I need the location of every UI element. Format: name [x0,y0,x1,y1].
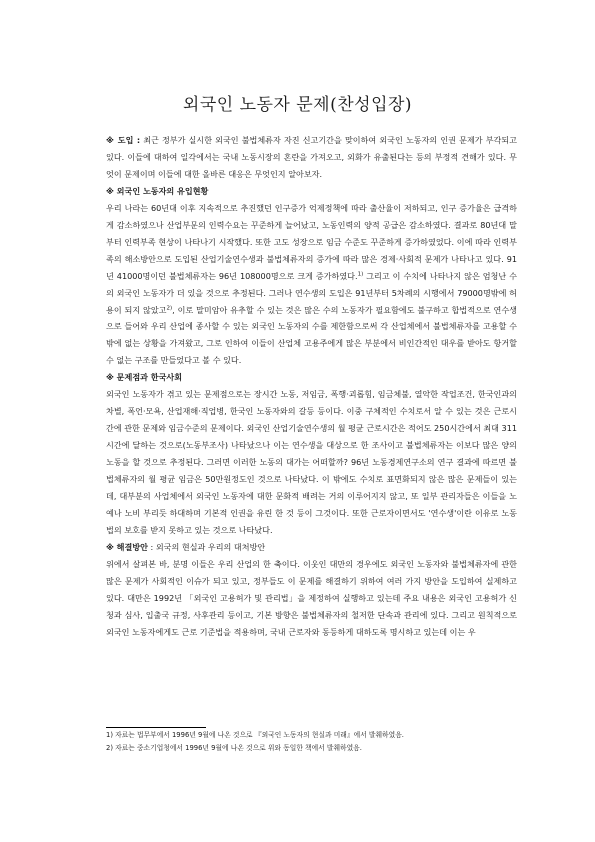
section-heading-problems: ※ 문제점과 한국사회 [106,372,183,383]
footnote-divider [106,727,206,728]
footnote-ref-1: 1) [357,270,364,277]
intro-lead: ※ 도입 : [106,135,141,145]
solutions-heading-subtitle: : 외국의 현실과 우리의 대처방안 [147,541,266,552]
footnote-1: 1) 자료는 법무부에서 1996년 9월에 나온 것으로 『외국인 노동자의 현실과 미래』에서 발췌하였음. [106,731,404,739]
intro-paragraph [106,132,517,183]
section-text-solutions: 위에서 살펴본 바, 분명 이들은 우리 산업의 한 축이다. 이웃인 대만의 경우에도 외국인 노동자와 불법체류자에 관한 많은 문제가 사회적인 이슈가 되고 있고, 정부들도 이 문제를 해결하기 위하여 여러 가지 방안을 도입하여 실제하고 있다. 대만은 1992년 「외국인 고용허가 및 관리법」을 제정하여 실행하고 있는데 주요 내용은 외국인 고용허가 신청과 심사, 입출국 규정, 사후관리 등이고, 기본 방향은 불법체류자의 철저한 단속과 관리에 있다. 그리고 원칙적으로 외국인 노동자에게도 근로 기준법을 적용하며, 국내 근로자와 동등하게 대하도록 명시하고 있는데 이는 우 [106,558,517,637]
inflow-text-part3: , 이로 말미암아 유추할 수 있는 것은 많은 수의 노동자가 필요함에도 불구하고 합법적으로 연수생으로 들어와 우리 산업에 종사할 수 있는 외국인 노동자의 수를 제한함으로써 각 산업체에서 불법체류자를 고용할 수밖에 없는 상황을 가져왔고, 그로 인하여 이들이 산업체 고용주에게 많은 부분에서 비인간적인 대우를 받아도 항거할 수 없는 구조를 만들었다고 볼 수 있다. [106,304,517,366]
section-text-inflow [106,200,517,370]
footnote-2: 2) 자료는 중소기업청에서 1996년 9월에 나온 것으로 위와 동일한 책에서 발췌하였음. [106,744,362,752]
document-body [106,132,517,641]
footnotes [106,729,526,755]
intro-text: 최근 정부가 실시한 외국인 불법체류자 자진 신고기간을 맞이하여 외국인 노동자의 인권 문제가 부각되고 있다. 이들에 대하여 일각에서는 국내 노동시장의 혼란을 가져오고, 외화가 유출된다는 등의 부정적 견해가 있다. 무엇이 문제이며 이들에 대한 올바른 대응은 무엇인지 알아보자. [106,135,517,179]
inflow-text-part2: 그리고 이 수치에 나타나지 않은 엄청난 수의 외국인 노동자가 더 있을 것으로 추정된다. 그러나 연수생의 도입은 91년부터 5차례의 시행에서 79000명밖에 허용이 되지 않았고 [106,270,517,315]
section-text-problems: 외국인 노동자가 겪고 있는 문제점으로는 장시간 노동, 저임금, 폭행·괴롭힘, 임금체불, 열악한 작업조건, 한국인과의 차별, 폭언·모욕, 산업재해·직업병, 한국인 노동자와의 갈등 등이다. 이중 구체적인 수치로서 알 수 있는 것은 근로시간에 관한 문제와 임금수준의 문제이다. 외국인 산업기술연수생의 월 평균 근로시간은 적어도 250시간에서 최대 311시간에 달하는 것으로(노동부조사) 나타났으나 이는 연수생을 대상으로 한 조사이고 불법체류자는 이보다 많은 양의 노동을 할 것으로 추정된다. 그러면 이러한 노동의 대가는 어떠할까? 96년 노동경제연구소의 연구 결과에 따르면 불법체류자의 월 평균 임금은 50만원정도인 것으로 나타났다. 이 밖에도 수치로 표면화되지 않은 많은 문제들이 있는데, 대부분의 사업체에서 외국인 노동자에 대한 문화적 배려는 거의 이루어지지 않고, 또 일부 관리자들은 이들을 노예나 노비 부리듯 하대하며 기본적 인권을 유린 한 것 등이 그것이다. 또한 근로자이면서도 '연수생'이란 이유로 노동법의 보호를 받지 못하고 있는 것으로 나타났다. [106,389,517,535]
section-heading-solutions [106,539,517,556]
section-heading-inflow: ※ 외국인 노동자의 유입현황 [106,185,209,196]
footnote-ref-2: 2) [166,304,173,311]
inflow-text-part1: 우리 나라는 60년대 이후 지속적으로 추진했던 인구증가 억제정책에 따라 출산율이 저하되고, 인구 증가율은 급격하게 감소하였으나 산업부문의 인력수요는 꾸준하게 늘어났고, 노동인력의 양적 공급은 감소하였다. 결과로 80년대 말부터 인력부족 현상이 나타나기 시작했다. 또한 고도 성장으로 임금 수준도 꾸준하게 증가하였었다. 이에 따라 인력부족의 해소방안으로 도입된 산업기술연수생과 불법체류자의 증가에 따라 많은 경제·사회적 문제가 나타나고 있다. 91년 41000명이던 불법체류자는 96년 108000명으로 크게 증가하였다. [106,202,517,281]
document-title: 외국인 노동자 문제(찬성입장) [182,95,413,115]
solutions-heading-label: ※ 해결방안 [106,541,148,552]
